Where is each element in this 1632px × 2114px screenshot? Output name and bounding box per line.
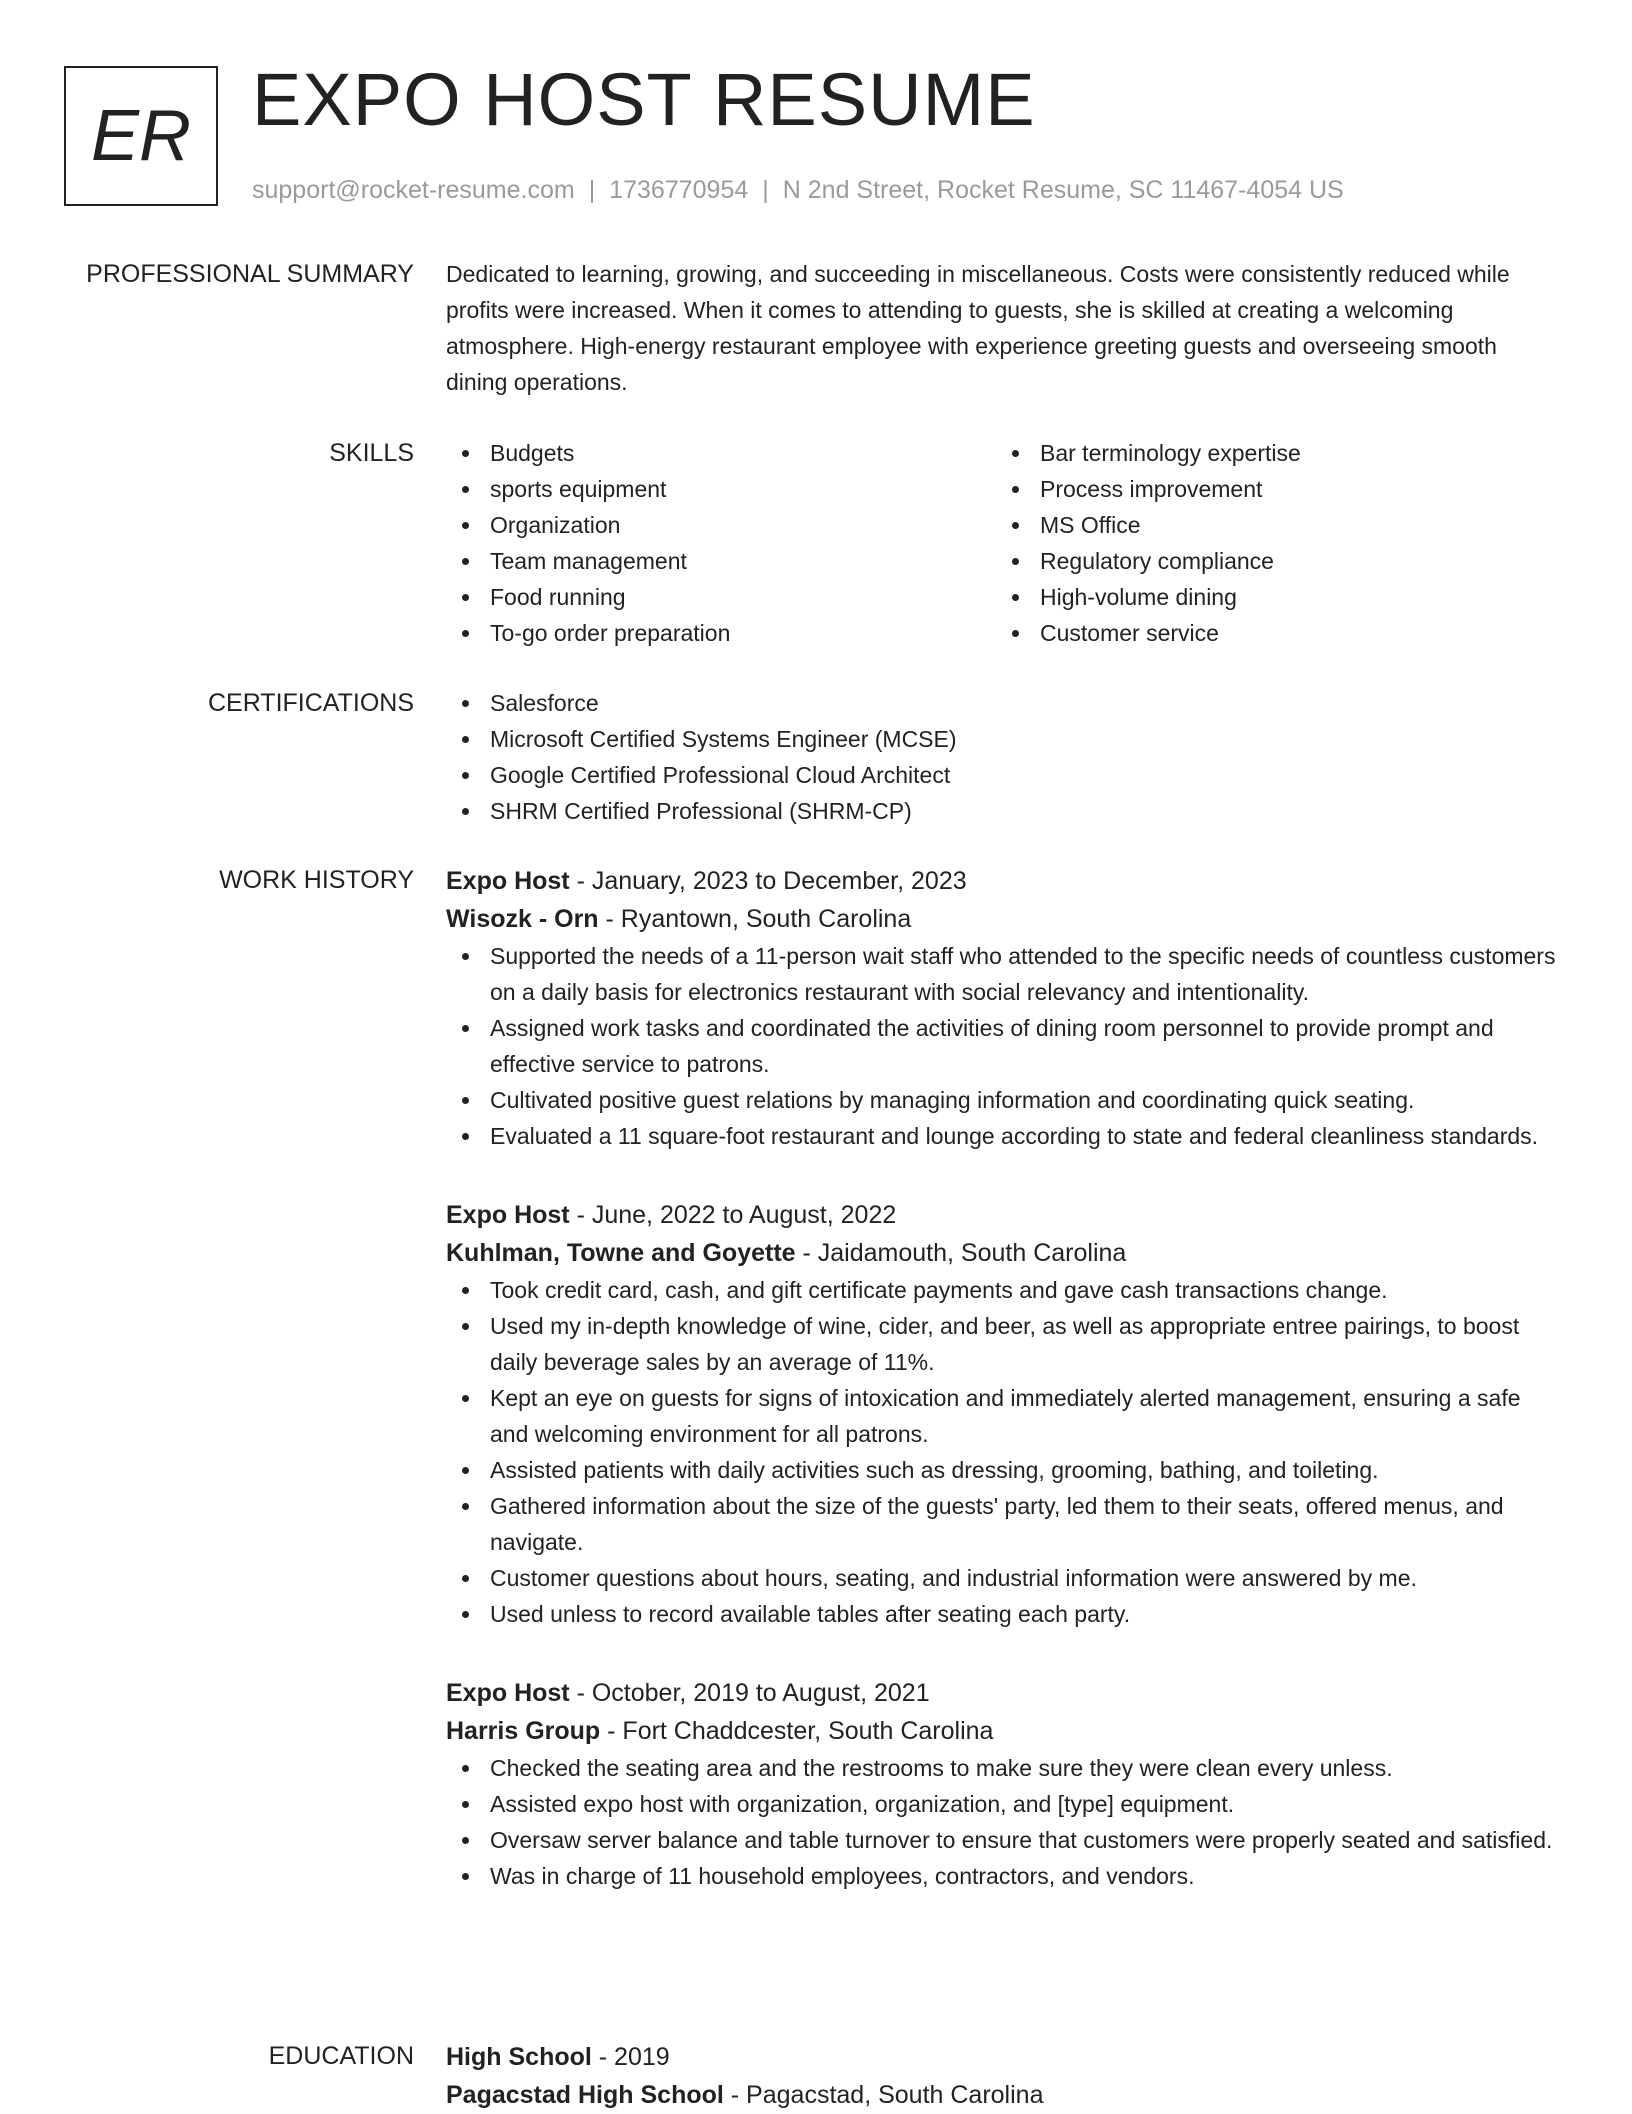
skill-item: MS Office — [996, 507, 1546, 543]
job-dates: - October, 2019 to August, 2021 — [569, 1679, 930, 1707]
contact-separator: | — [588, 176, 596, 204]
job-location: - Jaidamouth, South Carolina — [795, 1239, 1127, 1267]
job-company-line — [446, 900, 1558, 938]
certification-item: Google Certified Professional Cloud Architect — [446, 757, 1558, 793]
contact-address: N 2nd Street, Rocket Resume, SC 11467-4054 US — [782, 176, 1344, 204]
education-school-line — [446, 2076, 1558, 2114]
section-label-skills: SKILLS — [329, 439, 414, 467]
summary-text: Dedicated to learning, growing, and succeeding in miscellaneous. Costs were consistently reduced while profits were increased. When it comes to attending to guests, she is skilled at creating a welcoming atmosphere. High-energy restaurant employee with experience greeting guests and overseeing smooth dining operations. — [446, 261, 1510, 395]
job-bullet: Oversaw server balance and table turnover to ensure that customers were properly seated and satisfied. — [446, 1822, 1558, 1858]
job-bullet: Evaluated a 11 square-foot restaurant and lounge according to state and federal cleanliness standards. — [446, 1118, 1558, 1154]
certification-item: Microsoft Certified Systems Engineer (MCSE) — [446, 721, 1558, 757]
job-company-line — [446, 1712, 1558, 1750]
job-entry — [446, 862, 1558, 1154]
certification-item: Salesforce — [446, 685, 1558, 721]
skills-list-left — [446, 435, 996, 651]
skill-item: Regulatory compliance — [996, 543, 1546, 579]
monogram-logo: ER — [64, 66, 218, 206]
job-title: Expo Host — [446, 1201, 570, 1229]
job-bullet: Customer questions about hours, seating, and industrial information were answered by me. — [446, 1560, 1558, 1596]
job-bullet-list — [446, 938, 1558, 1154]
skill-item: To-go order preparation — [446, 615, 996, 651]
job-location: - Fort Chaddcester, South Carolina — [600, 1717, 994, 1745]
skill-item: Process improvement — [996, 471, 1546, 507]
certification-item: SHRM Certified Professional (SHRM-CP) — [446, 793, 1558, 829]
education-content — [446, 2038, 1558, 2114]
job-bullet: Cultivated positive guest relations by managing information and coordinating quick seating. — [446, 1082, 1558, 1118]
job-bullet: Supported the needs of a 11-person wait staff who attended to the specific needs of countless customers on a daily basis for electronics restaurant with social relevancy and intentionality. — [446, 938, 1558, 1010]
job-bullet-list — [446, 1272, 1558, 1632]
education-year: - 2019 — [591, 2043, 670, 2071]
section-label-work-history: WORK HISTORY — [219, 866, 414, 894]
skill-item: Food running — [446, 579, 996, 615]
job-company: Harris Group — [446, 1717, 601, 1745]
job-bullet: Checked the seating area and the restrooms to make sure they were clean every unless. — [446, 1750, 1558, 1786]
skill-item: Bar terminology expertise — [996, 435, 1546, 471]
job-bullet: Kept an eye on guests for signs of intoxication and immediately alerted management, ensuring a safe and welcoming environment for all patrons. — [446, 1380, 1558, 1452]
section-label-education: EDUCATION — [268, 2042, 414, 2070]
job-bullet: Assigned work tasks and coordinated the activities of dining room personnel to provide prompt and effective service to patrons. — [446, 1010, 1558, 1082]
job-title-line — [446, 862, 1558, 900]
skill-item: Organization — [446, 507, 996, 543]
job-bullet: Assisted patients with daily activities such as dressing, grooming, bathing, and toileting. — [446, 1452, 1558, 1488]
job-bullet: Was in charge of 11 household employees, contractors, and vendors. — [446, 1858, 1558, 1894]
education-school: Pagacstad High School — [446, 2081, 724, 2109]
skill-item: Budgets — [446, 435, 996, 471]
summary-content — [446, 256, 1558, 400]
education-location: - Pagacstad, South Carolina — [723, 2081, 1044, 2109]
job-bullet-list — [446, 1750, 1558, 1894]
job-title: Expo Host — [446, 867, 570, 895]
skill-item: Team management — [446, 543, 996, 579]
job-dates: - June, 2022 to August, 2022 — [569, 1201, 897, 1229]
job-bullet: Took credit card, cash, and gift certificate payments and gave cash transactions change. — [446, 1272, 1558, 1308]
skill-item: Customer service — [996, 615, 1546, 651]
job-entry — [446, 1674, 1558, 1894]
education-degree: High School — [446, 2043, 592, 2071]
job-title-line — [446, 1674, 1558, 1712]
job-entry — [446, 1196, 1558, 1632]
job-bullet: Used unless to record available tables after seating each party. — [446, 1596, 1558, 1632]
job-bullet: Gathered information about the size of the guests' party, led them to their seats, offered menus, and navigate. — [446, 1488, 1558, 1560]
section-label-certifications: CERTIFICATIONS — [207, 689, 414, 717]
contact-separator: | — [762, 176, 769, 204]
job-bullet: Assisted expo host with organization, organization, and [type] equipment. — [446, 1786, 1558, 1822]
job-dates: - January, 2023 to December, 2023 — [569, 867, 967, 895]
contact-line — [252, 172, 1344, 208]
resume-title: EXPO HOST RESUME — [252, 58, 1036, 141]
certifications-content — [446, 685, 1558, 829]
certifications-list — [446, 685, 1558, 829]
job-bullet: Used my in-depth knowledge of wine, cider, and beer, as well as appropriate entree pairings, to boost daily beverage sales by an average of 11%. — [446, 1308, 1558, 1380]
education-degree-line — [446, 2038, 1558, 2076]
skill-item: sports equipment — [446, 471, 996, 507]
work-history-content — [446, 862, 1558, 1894]
job-title-line — [446, 1196, 1558, 1234]
job-title: Expo Host — [446, 1679, 570, 1707]
contact-email: support@rocket-resume.com — [252, 176, 575, 204]
section-label-summary: PROFESSIONAL SUMMARY — [86, 260, 414, 288]
job-company: Wisozk - Orn — [446, 905, 599, 933]
skill-item: High-volume dining — [996, 579, 1546, 615]
skills-list-right — [996, 435, 1546, 651]
job-company: Kuhlman, Towne and Goyette — [446, 1239, 796, 1267]
skills-grid — [446, 435, 1558, 651]
job-company-line — [446, 1234, 1558, 1272]
contact-phone: 1736770954 — [609, 176, 749, 204]
job-location: - Ryantown, South Carolina — [598, 905, 912, 933]
